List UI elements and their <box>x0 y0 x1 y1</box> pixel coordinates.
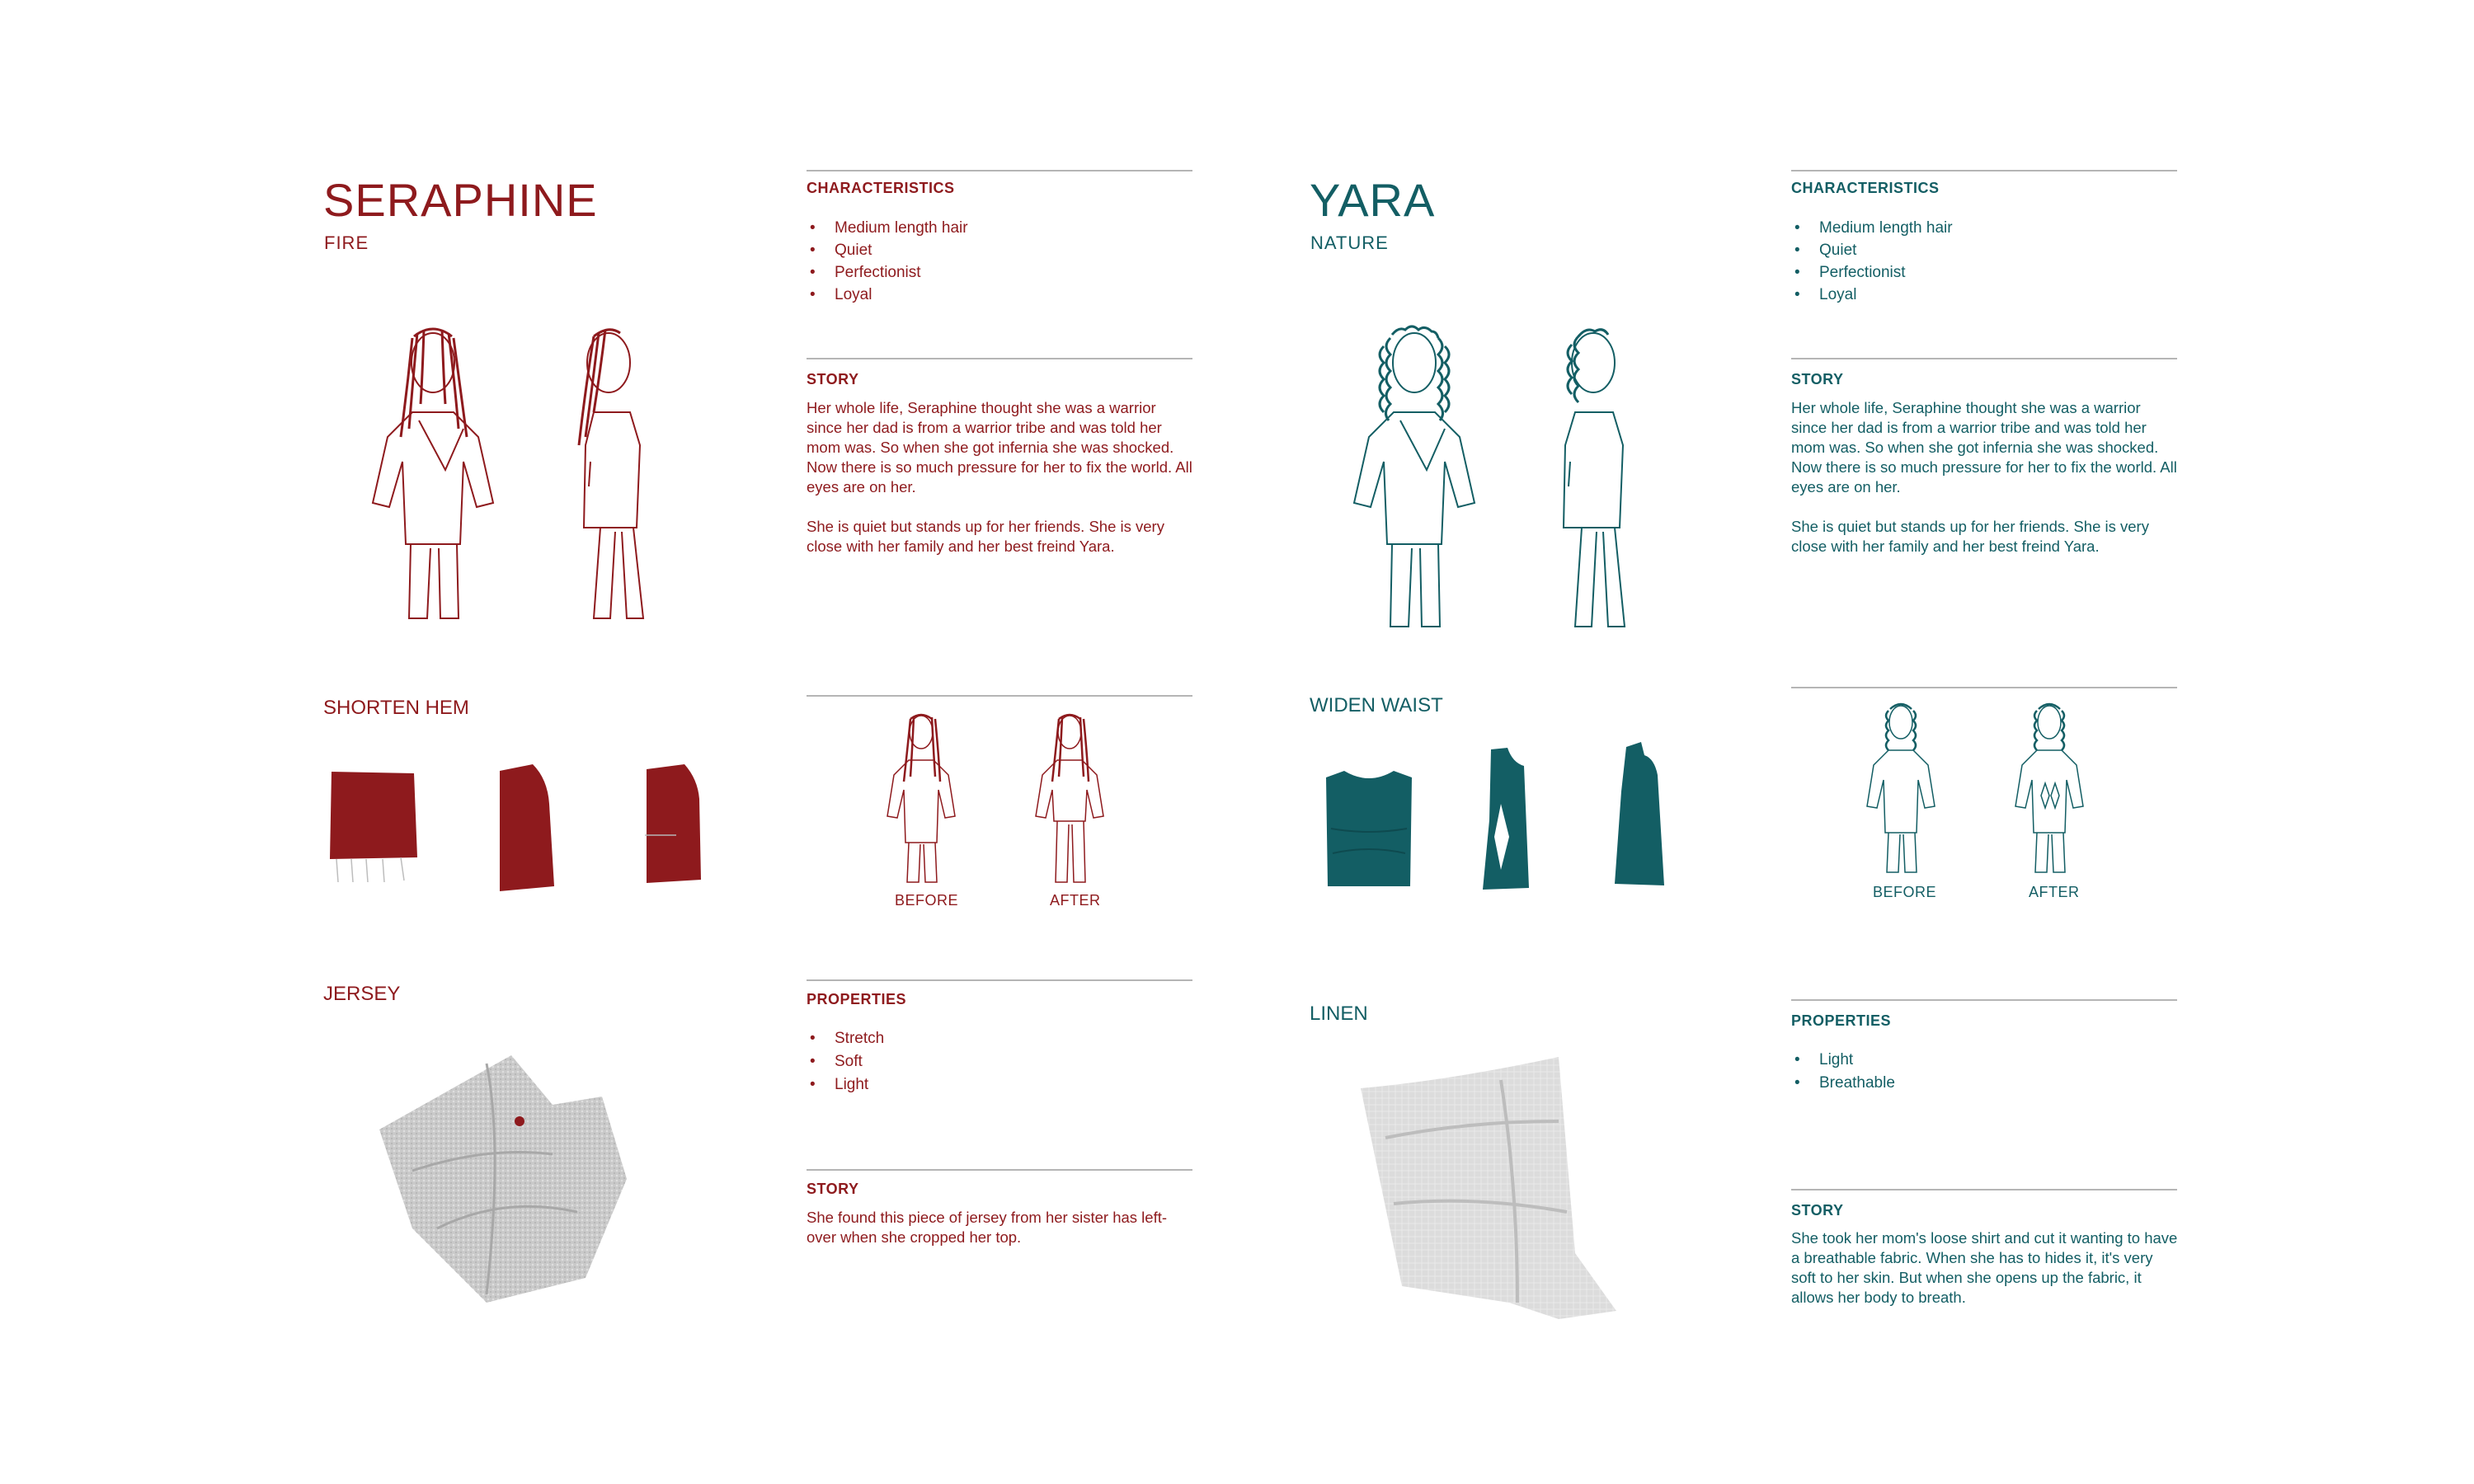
story-paragraph: She is quiet but stands up for her friends. She is very close with her family and her best freind Yara. <box>1791 518 2149 555</box>
after-label: AFTER <box>1050 892 1101 909</box>
fabric-swatch-linen <box>1352 1055 1633 1336</box>
characteristics-label: CHARACTERISTICS <box>807 180 955 196</box>
list-item: • Light <box>1791 1049 1895 1072</box>
pattern-piece-back <box>643 763 709 886</box>
fabric-story-text: She found this piece of jersey from her sister has left-over when she cropped her top. <box>807 1209 1168 1246</box>
list-item: • Medium length hair <box>1791 217 1953 239</box>
fabric-title: JERSEY <box>323 983 401 1005</box>
character-element: NATURE <box>1310 232 1389 253</box>
list-item: • Breathable <box>1791 1072 1895 1095</box>
before-drawing <box>884 711 958 884</box>
story-text <box>1791 398 2179 576</box>
list-item: • Perfectionist <box>1791 261 1953 284</box>
properties-label: PROPERTIES <box>807 991 907 1007</box>
story-paragraph: Her whole life, Seraphine thought she was a warrior since her dad is from a warrior tribe and was told her mom was. So when she got infernia she was shocked. Now there is so much pressure for her to fix the world. All eyes are on her. <box>1791 399 2177 495</box>
character-side-drawing <box>1542 322 1649 627</box>
divider <box>1791 1189 2177 1190</box>
characteristics-list <box>807 217 968 306</box>
after-drawing <box>1032 711 1107 884</box>
after-label: AFTER <box>2029 884 2080 900</box>
fabric-swatch-jersey <box>363 1031 643 1311</box>
story-label: STORY <box>807 371 859 387</box>
story-text <box>807 398 1194 576</box>
divider <box>807 170 1192 171</box>
properties-label: PROPERTIES <box>1791 1012 1892 1029</box>
character-side-drawing <box>561 322 668 627</box>
characteristics-label: CHARACTERISTICS <box>1791 180 1940 196</box>
divider <box>1791 358 2177 359</box>
pattern-piece-side <box>1476 746 1542 895</box>
story-label: STORY <box>1791 371 1844 387</box>
list-item: • Light <box>807 1073 884 1097</box>
fabric-title: LINEN <box>1310 1003 1368 1025</box>
divider <box>807 695 1192 697</box>
pattern-piece-front <box>1319 763 1418 895</box>
properties-list <box>807 1027 884 1097</box>
character-front-drawing <box>355 322 511 627</box>
fabric-story-label: STORY <box>807 1181 859 1197</box>
pattern-piece-side <box>495 763 561 895</box>
fabric-story-label: STORY <box>1791 1202 1844 1219</box>
pattern-piece-front <box>328 767 419 882</box>
before-drawing <box>1864 701 1938 874</box>
after-drawing <box>2012 701 2086 874</box>
character-name: SERAPHINE <box>323 174 598 226</box>
before-label: BEFORE <box>1873 884 1937 900</box>
divider <box>807 358 1192 359</box>
list-item: • Quiet <box>807 239 968 261</box>
pattern-piece-back <box>1608 742 1674 890</box>
divider <box>1791 999 2177 1001</box>
divider <box>807 979 1192 981</box>
character-page-yara <box>1237 0 2474 1484</box>
character-front-drawing <box>1336 322 1493 627</box>
divider <box>1791 687 2177 688</box>
divider <box>807 1169 1192 1171</box>
properties-list <box>1791 1049 1895 1095</box>
list-item: • Soft <box>807 1050 884 1073</box>
characteristics-list <box>1791 217 1953 306</box>
character-element: FIRE <box>324 232 369 253</box>
list-item: • Loyal <box>1791 284 1953 306</box>
story-paragraph: Her whole life, Seraphine thought she was a warrior since her dad is from a warrior tribe and was told her mom was. So when she got infernia she was shocked. Now there is so much pressure for her to fix the world. All eyes are on her. <box>807 399 1192 495</box>
before-label: BEFORE <box>895 892 959 909</box>
fabric-story-text: She took her mom's loose shirt and cut it wanting to have a breathable fabric. When she has to hides it, it's very soft to her skin. But when she opens up the fabric, it allows her body to breath. <box>1791 1229 2178 1306</box>
list-item: • Medium length hair <box>807 217 968 239</box>
alteration-title: SHORTEN HEM <box>323 697 469 719</box>
list-item: • Loyal <box>807 284 968 306</box>
list-item: • Stretch <box>807 1027 884 1050</box>
character-name: YARA <box>1310 174 1436 226</box>
story-paragraph: She is quiet but stands up for her friends. She is very close with her family and her best freind Yara. <box>807 518 1164 555</box>
divider <box>1791 170 2177 171</box>
list-item: • Quiet <box>1791 239 1953 261</box>
alteration-title: WIDEN WAIST <box>1310 694 1443 716</box>
list-item: • Perfectionist <box>807 261 968 284</box>
